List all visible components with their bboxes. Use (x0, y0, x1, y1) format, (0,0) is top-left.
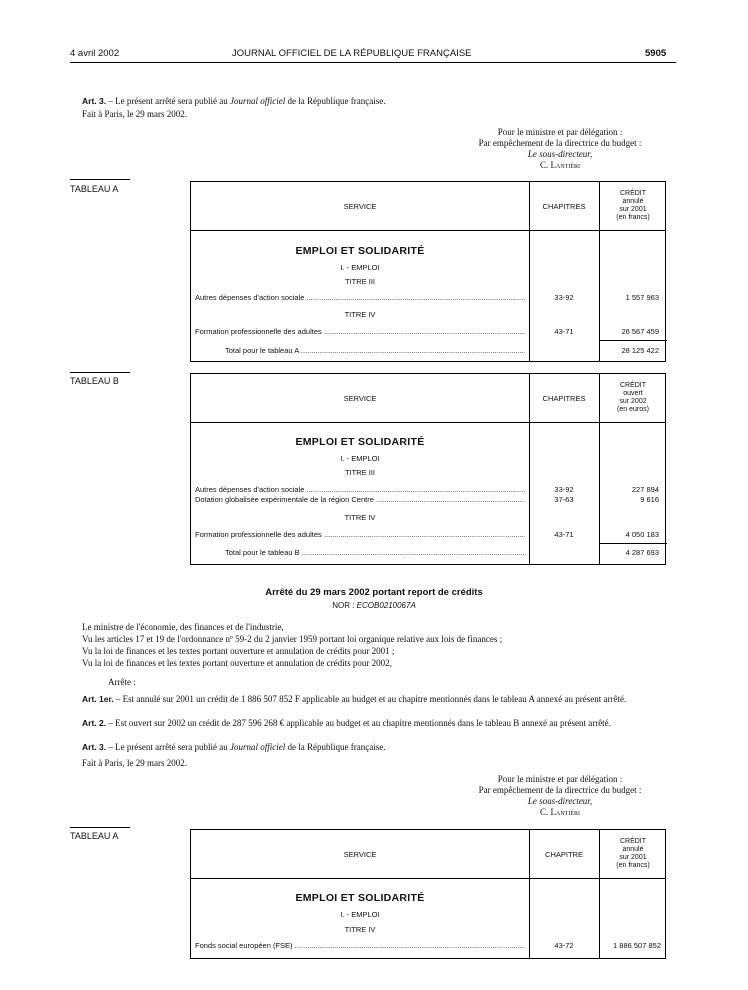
col-service: SERVICE (343, 850, 377, 859)
titre-heading: TITRE IV (344, 513, 376, 522)
col-service: SERVICE (343, 202, 377, 211)
col-service: SERVICE (343, 394, 377, 403)
article-1: Art. 1er. – Est annulé sur 2001 un crédit de 1 886 507 852 F applicable au budget et au chapitre mentionnés dans le tableau A annexé au présent arrêté. (82, 694, 627, 704)
ministry-title: EMPLOI ET SOLIDARITÉ (295, 892, 425, 904)
nor-reference: NOR : ECOB0210067A (332, 601, 416, 610)
titre-heading: TITRE III (345, 468, 375, 477)
preamble-line: Vu la loi de finances et les textes portant ouverture et annulation de crédits pour 2001 ; (82, 646, 395, 656)
col-credit: CRÉDIT annulé sur 2001 (en francs) (616, 190, 650, 221)
table-total-row: Total pour le tableau B ..... 4 287 693 (225, 548, 665, 558)
arrete-word: Arrête : (108, 677, 136, 687)
table-a2-label: TABLEAU A (70, 831, 119, 841)
col-credit: CRÉDIT ouvert sur 2002 (en euros) (617, 382, 649, 413)
arrete-title: Arrêté du 29 mars 2002 portant report de crédits (265, 587, 483, 598)
section-title: I. - EMPLOI (340, 263, 380, 272)
preamble-line: Le ministre de l'économie, des finances et de l'industrie, (82, 622, 284, 632)
col-credit: CRÉDIT annulé sur 2001 (en francs) (616, 838, 650, 869)
titre-heading: TITRE III (345, 277, 375, 286)
signature-block-2: Pour le ministre et par délégation : Par empêchement de la directrice du budget : Le sous-directeur, C. Lantiéri (478, 774, 642, 817)
signature-block-1: Pour le ministre et par délégation : Par empêchement de la directrice du budget : Le sous-directeur, C. Lantiéri (478, 127, 642, 170)
titre-heading: TITRE IV (344, 925, 376, 934)
ministry-title: EMPLOI ET SOLIDARITÉ (295, 436, 425, 448)
col-chapitre: CHAPITRE (545, 850, 583, 859)
header-rule (70, 62, 676, 63)
table-row: Autres dépenses d'action sociale ..... 33-92 1 557 963 (195, 293, 665, 303)
section-title: I. - EMPLOI (340, 454, 380, 463)
table-row: Formation professionnelle des adultes ..... 43-71 26 567 459 (195, 327, 665, 337)
table-row: Formation professionnelle des adultes ..... 43-71 4 050 183 (195, 530, 665, 540)
header-page-number: 5905 (645, 48, 667, 59)
table-b-label: TABLEAU B (70, 376, 119, 386)
article-3: Art. 3. – Le présent arrêté sera publié au Journal officiel de la République française. (82, 742, 386, 752)
table-a-label: TABLEAU A (70, 184, 119, 194)
top-art3-label: Art. 3. (82, 96, 107, 106)
top-fait: Fait à Paris, le 29 mars 2002. (82, 109, 187, 119)
table-a2 (190, 829, 666, 959)
header-journal-title: JOURNAL OFFICIEL DE LA RÉPUBLIQUE FRANÇAISE (232, 48, 472, 59)
preamble-line: Vu la loi de finances et les textes portant ouverture et annulation de crédits pour 2002, (82, 658, 392, 668)
top-article-3: Art. 3. – Le présent arrêté sera publié au Journal officiel de la République française. (82, 96, 386, 106)
col-chapitres: CHAPITRES (542, 202, 586, 211)
titre-heading: TITRE IV (344, 310, 376, 319)
col-chapitres: CHAPITRES (542, 394, 586, 403)
table-b (190, 373, 666, 565)
header-date: 4 avril 2002 (70, 48, 120, 59)
preamble-line: Vu les articles 17 et 19 de l'ordonnance nº 59-2 du 2 janvier 1959 portant loi organique relative aux lois de finances ; (82, 634, 503, 644)
table-row: Dotation globalisée expérimentale de la région Centre ..... 37-63 9 616 (195, 495, 665, 505)
table-row: Fonds social européen (FSE) ..... 43-72 1 886 507 852 (195, 941, 665, 951)
fait-line: Fait à Paris, le 29 mars 2002. (82, 758, 187, 768)
ministry-title: EMPLOI ET SOLIDARITÉ (295, 245, 425, 257)
table-row: Autres dépenses d'action sociale ..... 33-92 227 894 (195, 485, 665, 495)
article-2: Art. 2. – Est ouvert sur 2002 un crédit de 287 596 268 € applicable au budget et au chapitre mentionnés dans le tableau B annexé au présent arrêté. (82, 718, 611, 728)
table-total-row: Total pour le tableau A ..... 28 125 422 (225, 346, 665, 356)
section-title: I. - EMPLOI (340, 910, 380, 919)
table-a (190, 181, 666, 362)
